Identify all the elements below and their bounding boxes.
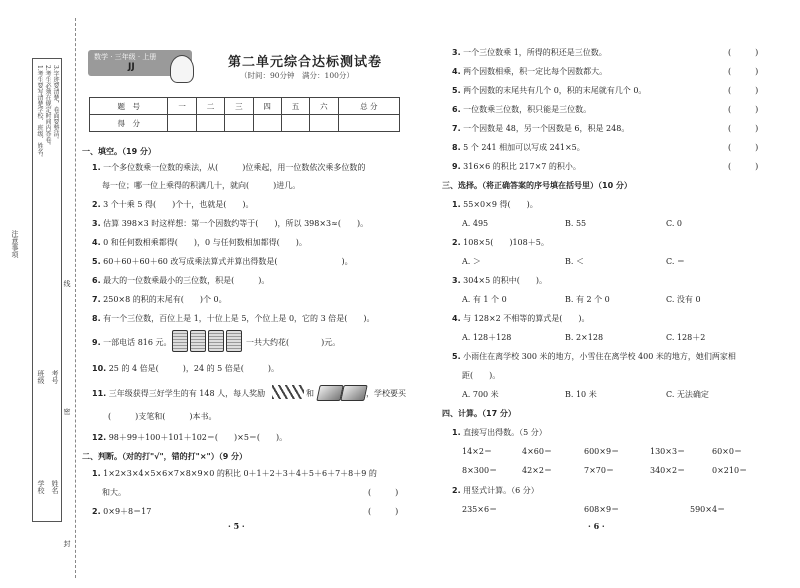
choice-2: 2. 108×5( )108＋5。 [452, 238, 549, 247]
section-3-title: 三、选择。（将正确答案的序号填在括号里）（10 分） [442, 181, 632, 190]
calc-item[interactable]: 4×60＝ [522, 447, 552, 456]
seal-label-3: 封 [63, 540, 71, 547]
question-7: 7. 250×8 的积的末尾有( )个 0。 [92, 295, 227, 304]
option-a[interactable]: A. ＞ [462, 257, 481, 266]
cut-line [75, 18, 76, 578]
seal-label: 线 [63, 280, 71, 287]
phone-icon [190, 330, 206, 352]
question-text: 3 个十乘 5 得( )个十，也就是( )。 [103, 200, 254, 209]
judge-3: 3. 一个三位数乘 1，所得的积还是三位数。 [452, 48, 607, 57]
option-a[interactable]: A. 495 [462, 219, 489, 228]
phone-icon [172, 330, 188, 352]
option-a[interactable]: A. 128＋128 [462, 333, 512, 342]
question-10: 10. 25 的 4 倍是( )，24 的 5 倍是( )。 [92, 364, 279, 373]
answer-paren[interactable]: ( ) [728, 124, 759, 133]
question-text: 25 的 4 倍是( )，24 的 5 倍是( )。 [108, 364, 279, 373]
question-text: 60＋60＋60＋60 改写成乘法算式并算出得数是( )。 [103, 257, 353, 266]
note-2: 2.考生必须在规定时间内答卷。 [44, 65, 51, 149]
phone-icon [226, 330, 242, 352]
score-value-row [90, 115, 400, 132]
choice-4: 4. 与 128×2 不相等的算式是( )。 [452, 314, 590, 323]
answer-paren[interactable]: ( ) [368, 507, 399, 516]
judge-1: 1. 1×2×3×4×5×6×7×8×9×0 的积比 0＋1＋2＋3＋4＋5＋6＋7＋8＋9 的 [92, 469, 377, 478]
note-3: 3.字迹要清楚，卷面要整洁。 [52, 65, 59, 143]
option-c[interactable]: C. 无法确定 [666, 390, 709, 399]
question-text: 0×9＋8＝17 [103, 507, 152, 516]
question-text: 有一个三位数，百位上是 1，十位上是 5，个位上是 0，它的 3 倍是( )。 [103, 314, 375, 323]
question-text: 0 和任何数相乘都得( )，0 与任何数相加都得( )。 [103, 238, 307, 247]
option-b[interactable]: B. 有 2 个 0 [565, 295, 610, 304]
question-text: 108×5( )108＋5。 [463, 238, 549, 247]
question-text: 一共大约花( )元。 [246, 338, 341, 347]
page-number: · 6 · [588, 521, 605, 531]
score-cell: 六 [310, 98, 338, 115]
score-input[interactable] [225, 115, 253, 132]
and-text: 和 [306, 389, 314, 398]
answer-paren[interactable]: ( ) [728, 105, 759, 114]
pens-icon [272, 385, 304, 399]
answer-paren[interactable]: ( ) [368, 488, 399, 497]
question-text: 250×8 的积的末尾有( )个 0。 [103, 295, 227, 304]
seal-label-2: 密 [63, 408, 71, 415]
score-cell: 得 分 [90, 115, 168, 132]
calc-1: 1. 直接写出得数。（5 分） [452, 428, 547, 437]
question-3: 3. 估算 398×3 时这样想：第一个因数约等于( )，所以 398×3≈( )。 [92, 219, 369, 228]
score-cell: 一 [168, 98, 196, 115]
question-1: 1. 一个多位数乘一位数的乘法，从( )位乘起，用一位数依次乘多位数的 [92, 163, 366, 172]
question-text: 一部电话 816 元。 [103, 338, 172, 347]
class-field[interactable]: 班级 [37, 370, 45, 384]
score-cell: 二 [196, 98, 224, 115]
notes-label: 注意事项 [11, 230, 19, 258]
score-input[interactable] [310, 115, 338, 132]
choice-1: 1. 55×0×9 得( )。 [452, 200, 538, 209]
question-5: 5. 60＋60＋60＋60 改写成乘法算式并算出得数是( )。 [92, 257, 353, 266]
option-b[interactable]: B. 2×128 [565, 333, 604, 342]
answer-paren[interactable]: ( ) [728, 67, 759, 76]
score-input[interactable] [196, 115, 224, 132]
question-text: 和大。 [102, 488, 126, 497]
question-text: 直接写出得数。（5 分） [463, 428, 547, 437]
id-field[interactable]: 考号 [51, 370, 59, 384]
vertical-calc[interactable]: 608×9＝ [584, 505, 620, 514]
option-c[interactable]: C. ＝ [666, 257, 685, 266]
note-1: 1.考生要写清楚学校、班级、姓名。 [36, 65, 43, 161]
score-input[interactable] [168, 115, 196, 132]
question-text: ( )支笔和( )本书。 [108, 412, 217, 421]
question-text: 三年级获得三好学生的有 148 人，每人奖励 [108, 389, 266, 398]
score-cell: 三 [225, 98, 253, 115]
answer-paren[interactable]: ( ) [728, 143, 759, 152]
question-6: 6. 最大的一位数乘最小的三位数，积是( )。 [92, 276, 270, 285]
calc-item[interactable]: 42×2＝ [522, 466, 552, 475]
score-input[interactable] [281, 115, 309, 132]
question-4: 4. 0 和任何数相乘都得( )，0 与任何数相加都得( )。 [92, 238, 307, 247]
section-1-title: 一、填空。（19 分） [82, 147, 156, 156]
question-text: 用竖式计算。（6 分） [463, 486, 539, 495]
judge-6: 6. 一位数乘三位数，积只能是三位数。 [452, 105, 592, 114]
question-text: 每一位；哪一位上乘得的积满几十，就向( )进几。 [102, 181, 301, 190]
score-input[interactable] [338, 115, 399, 132]
option-b[interactable]: B. ＜ [565, 257, 584, 266]
page-subtitle: （时间：90分钟 满分：100分） [240, 71, 354, 80]
binding-box [32, 58, 62, 522]
question-text: 一个多位数乘一位数的乘法，从( )位乘起，用一位数依次乘多位数的 [103, 163, 366, 172]
judge-4: 4. 两个因数相乘，积一定比每个因数都大。 [452, 67, 608, 76]
choice-5: 5. 小雨住在离学校 300 米的地方，小雪住在离学校 400 米的地方，她们两家相 [452, 352, 736, 361]
question-9: 9. 一部电话 816 元。 [92, 338, 172, 347]
badge-text: 数学 · 三年级 · 上册 [94, 53, 157, 61]
option-b[interactable]: B. 10 米 [565, 390, 597, 399]
calc-item[interactable]: 600×9＝ [584, 447, 620, 456]
judge-2: 2. 0×9＋8＝17 [92, 507, 152, 516]
calc-item[interactable]: 8×300＝ [462, 466, 498, 475]
score-input[interactable] [253, 115, 281, 132]
answer-paren[interactable]: ( ) [728, 86, 759, 95]
question-text: 5 个 241 相加可以写成 241×5。 [463, 143, 585, 152]
section-4-title: 四、计算。（17 分） [442, 409, 516, 418]
question-text: 与 128×2 不相等的算式是( )。 [463, 314, 590, 323]
calc-item[interactable]: 7×70＝ [584, 466, 614, 475]
question-text: 304×5 的积中( )。 [463, 276, 548, 285]
book-icon [340, 385, 367, 401]
score-header-row [90, 98, 400, 115]
question-text: 距( )。 [462, 371, 501, 380]
judge-5: 5. 两个因数的末尾共有几个 0，积的末尾就有几个 0。 [452, 86, 647, 95]
option-c[interactable]: C. 没有 0 [666, 295, 701, 304]
option-a[interactable]: A. 700 米 [462, 390, 499, 399]
score-cell: 五 [281, 98, 309, 115]
question-text: 一个三位数乘 1，所得的积还是三位数。 [463, 48, 607, 57]
mascot-icon [170, 55, 194, 83]
book-icon [316, 385, 343, 401]
question-8: 8. 有一个三位数，百位上是 1，十位上是 5，个位上是 0，它的 3 倍是( )。 [92, 314, 375, 323]
score-table [89, 97, 400, 132]
judge-8: 8. 5 个 241 相加可以写成 241×5。 [452, 143, 585, 152]
option-b[interactable]: B. 55 [565, 219, 587, 228]
vertical-calc[interactable]: 235×6＝ [462, 505, 498, 514]
question-text: 两个因数的末尾共有几个 0，积的末尾就有几个 0。 [463, 86, 647, 95]
score-cell: 总 分 [338, 98, 399, 115]
question-text: 55×0×9 得( )。 [463, 200, 538, 209]
judge-9: 9. 316×6 的积比 217×7 的积小。 [452, 162, 581, 171]
page-number: · 5 · [228, 521, 245, 531]
question-text: 小雨住在离学校 300 米的地方，小雪住在离学校 400 米的地方，她们两家相 [463, 352, 736, 361]
calc-item[interactable]: 14×2＝ [462, 447, 492, 456]
section-2-title: 二、判断。（对的打"√"，错的打"×"）（9 分） [82, 452, 248, 461]
question-12: 12. 98＋99＋100＋101＋102＝( )×5＝( )。 [92, 433, 288, 442]
choice-3: 3. 304×5 的积中( )。 [452, 276, 548, 285]
question-text: 316×6 的积比 217×7 的积小。 [463, 162, 581, 171]
option-a[interactable]: A. 有 1 个 0 [462, 295, 507, 304]
calc-item[interactable]: 0×210＝ [712, 466, 748, 475]
question-text: 98＋99＋100＋101＋102＝( )×5＝( )。 [108, 433, 288, 442]
answer-paren[interactable]: ( ) [728, 48, 759, 57]
school-field[interactable]: 学校 [37, 480, 45, 494]
question-text: 两个因数相乘，积一定比每个因数都大。 [463, 67, 608, 76]
question-2: 2. 3 个十乘 5 得( )个十，也就是( )。 [92, 200, 254, 209]
phone-icon [208, 330, 224, 352]
question-text: 一个因数是 48，另一个因数是 6，积是 248。 [463, 124, 630, 133]
calc-item[interactable]: 60×0＝ [712, 447, 742, 456]
edition-label: JJ [128, 62, 135, 72]
option-c[interactable]: C. 128＋2 [666, 333, 706, 342]
question-text: 1×2×3×4×5×6×7×8×9×0 的积比 0＋1＋2＋3＋4＋5＋6＋7＋8＋9 的 [103, 469, 377, 478]
score-cell: 题 号 [90, 98, 168, 115]
question-text: 一位数乘三位数，积只能是三位数。 [463, 105, 592, 114]
calc-item[interactable]: 340×2＝ [650, 466, 686, 475]
vertical-calc[interactable]: 590×4＝ [690, 505, 726, 514]
judge-7: 7. 一个因数是 48，另一个因数是 6，积是 248。 [452, 124, 630, 133]
calc-2: 2. 用竖式计算。（6 分） [452, 486, 539, 495]
question-text: 最大的一位数乘最小的三位数，积是( )。 [103, 276, 270, 285]
score-cell: 四 [253, 98, 281, 115]
question-text: 估算 398×3 时这样想：第一个因数约等于( )，所以 398×3≈( )。 [103, 219, 369, 228]
page-title: 第二单元综合达标测试卷 [228, 55, 383, 70]
question-text: ，学校要买 [366, 389, 406, 398]
answer-paren[interactable]: ( ) [728, 162, 759, 171]
question-11: 11. 三年级获得三好学生的有 148 人，每人奖励 [92, 389, 266, 398]
calc-item[interactable]: 130×3＝ [650, 447, 686, 456]
option-c[interactable]: C. 0 [666, 219, 683, 228]
name-field[interactable]: 姓名 [51, 480, 59, 494]
